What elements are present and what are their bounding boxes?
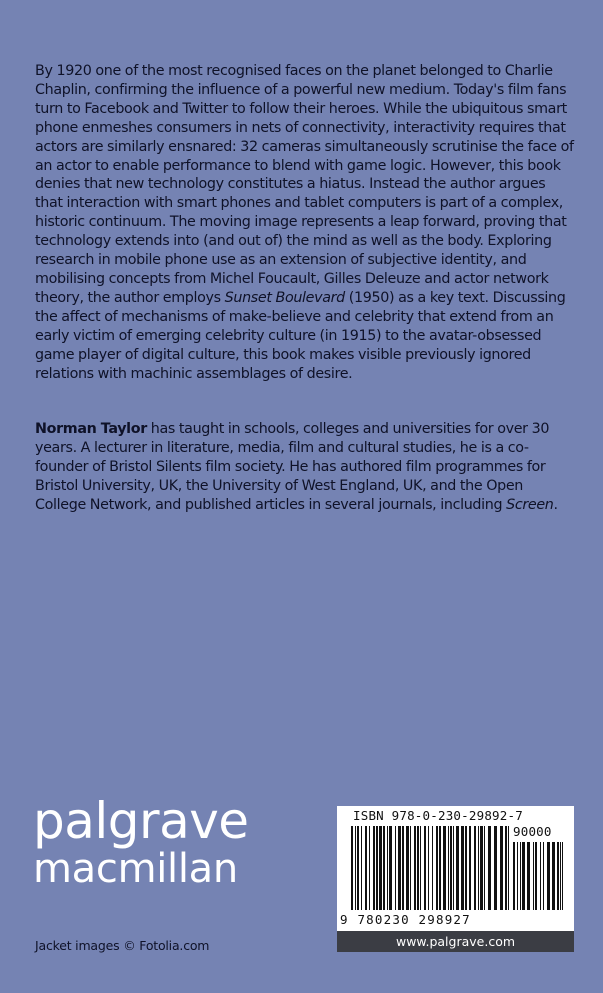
- barcode-bar: [376, 826, 378, 910]
- barcode-bar: [465, 826, 467, 910]
- barcode-bar: [540, 842, 541, 910]
- bio-text: has taught in schools, colleges and universities for over 30 years. A lecturer in literature, media, film and cultural studies, he is a co-founder of Bristol Silents film society. He has authored film programmes for Bristol University, UK, the University of West England, UK, and the Open College Network, and published articles in several journals, including: [35, 421, 550, 513]
- barcode-bar: [527, 842, 530, 910]
- barcode-bar: [469, 826, 471, 910]
- blurb-film-title: Sunset Boulevard: [224, 289, 345, 306]
- barcode-bar: [410, 826, 411, 910]
- barcode-bar: [480, 826, 483, 910]
- barcode-bar: [562, 842, 563, 910]
- barcode-bar: [351, 826, 353, 910]
- blurb-paragraph: [35, 62, 575, 383]
- barcode-bar: [406, 826, 409, 910]
- barcode-bar: [436, 826, 438, 910]
- barcode-bar: [494, 826, 497, 910]
- blurb-text-2: (1950) as a key text. Discussing the affect of mechanisms of make-believe and celebrity that extend from an early victim of emerging celebrity culture (in 1915) to the avatar-obsessed game player of digital culture, this book makes visible previously ignored relations with machinic assemblages of desire.: [35, 289, 566, 382]
- barcode-bar: [417, 826, 419, 910]
- barcode-bar: [552, 842, 555, 910]
- barcode-bar: [533, 842, 534, 910]
- barcode-bar: [402, 826, 404, 910]
- back-cover-blurb: [35, 62, 575, 383]
- barcode-ean-digits: 9 780230 298927: [340, 912, 471, 927]
- barcode-bar: [450, 826, 452, 910]
- barcode-bar: [448, 826, 449, 910]
- barcode-bar: [420, 826, 421, 910]
- barcode-bar: [505, 826, 507, 910]
- barcode-bar: [387, 826, 388, 910]
- barcode-bar: [414, 826, 416, 910]
- publisher-logo: [33, 792, 249, 892]
- barcode-bar: [508, 826, 509, 910]
- barcode-bar: [520, 842, 521, 910]
- barcode-bar: [439, 826, 441, 910]
- barcode-bar: [432, 826, 433, 910]
- barcode-bar: [398, 826, 401, 910]
- barcode-bar: [395, 826, 396, 910]
- author-name: Norman Taylor: [35, 421, 147, 437]
- isbn-label: ISBN 978-0-230-29892-7: [353, 808, 523, 823]
- barcode-bar: [522, 842, 525, 910]
- barcode-bar: [488, 826, 491, 910]
- barcode-bar: [500, 826, 503, 910]
- barcode-bar: [461, 826, 464, 910]
- barcode-bar: [357, 826, 359, 910]
- publisher-url: www.palgrave.com: [337, 931, 574, 952]
- barcode-bar: [383, 826, 385, 910]
- barcode-bar: [557, 842, 559, 910]
- barcode-bar: [365, 826, 367, 910]
- barcode-addon-digits: 90000: [513, 824, 552, 839]
- barcode-bar: [484, 826, 485, 910]
- barcode-bar: [389, 826, 392, 910]
- publisher-logo-line2: macmillan: [33, 846, 238, 892]
- barcode-bar: [513, 842, 515, 910]
- blurb-text-1: By 1920 one of the most recognised faces on the planet belonged to Charlie Chaplin, confirming the influence of a powerful new medium. Today's film fans turn to Facebook and Twitter to follow their heroes. While the ubiquitous smart phone enmeshes consumers in nets of connectivity, interactivity requires that actors are similarly ensnared: 32 cameras simultaneously scrutinise the face of an actor to enable performance to blend with game logic. However, this book denies that new technology constitutes a hiatus. Instead the author argues that interaction with smart phones and tablet computers is part of a complex, historic continuum. The moving image represents a leap forward, proving that technology extends into (and out of) the mind as well as the body. Exploring research in mobile phone use as an extension of subjective identity, and mobilising concepts from Michel Foucault, Gilles Deleuze and actor network theory, the author employs: [35, 63, 574, 306]
- author-bio: [35, 420, 575, 515]
- jacket-image-credit: Jacket images © Fotolia.com: [35, 938, 210, 953]
- barcode-bar: [517, 842, 518, 910]
- barcode-bar: [373, 826, 375, 910]
- barcode-bar: [474, 826, 476, 910]
- barcode-bar: [543, 842, 544, 910]
- barcode-bar: [443, 826, 446, 910]
- bio-end: .: [553, 496, 558, 513]
- barcode-bar: [379, 826, 382, 910]
- bio-journal: Screen: [506, 496, 554, 513]
- barcode-bar: [456, 826, 459, 910]
- barcode-bar: [361, 826, 362, 910]
- barcode-bar: [453, 826, 454, 910]
- barcode-bar: [428, 826, 429, 910]
- barcode-bar: [535, 842, 537, 910]
- barcode-bar: [560, 842, 561, 910]
- publisher-logo-line1: palgrave: [33, 792, 249, 850]
- bio-paragraph: [35, 420, 575, 515]
- barcode-bar: [355, 826, 356, 910]
- barcode-bar: [424, 826, 426, 910]
- barcode-bar: [478, 826, 479, 910]
- barcode-bar: [547, 842, 550, 910]
- barcode-bar: [369, 826, 370, 910]
